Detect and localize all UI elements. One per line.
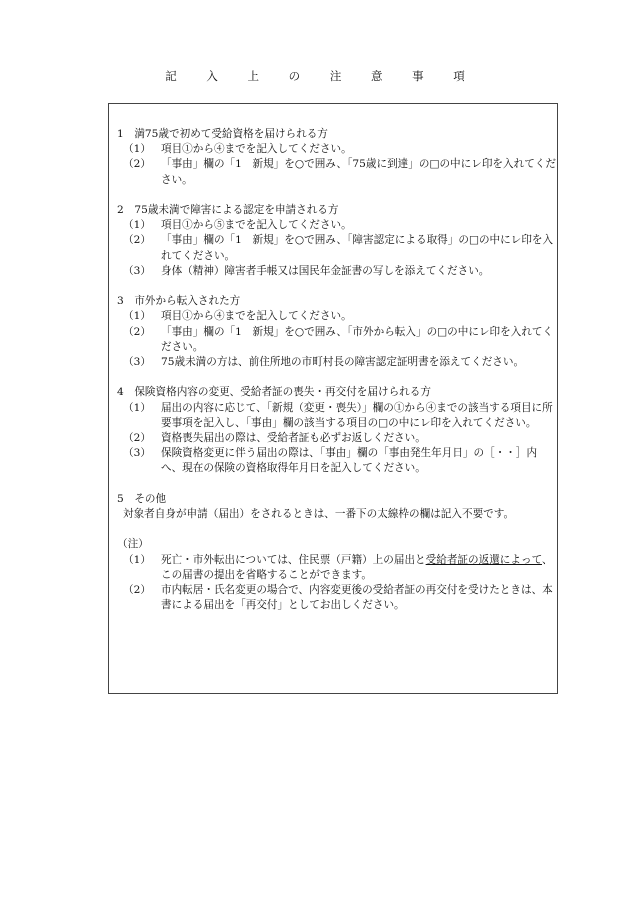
list-item bbox=[117, 264, 557, 279]
item-text: 保険資格変更に伴う届出の際は、「事由」欄の「事由発生年月日」の［・・］内へ、現在の保険の資格取得年月日を記入してください。 bbox=[161, 447, 538, 475]
list-item bbox=[117, 325, 557, 355]
item-text: 身体（精神）障害者手帳又は国民年金証書の写しを添えてください。 bbox=[161, 264, 490, 277]
list-item bbox=[117, 431, 557, 446]
list-item bbox=[117, 309, 557, 324]
item-number: （2） bbox=[123, 584, 151, 597]
item-text: 「事由」欄の「1 新規」を○で囲み、「市外から転入」の□の中にレ印を入れてください。 bbox=[161, 325, 554, 353]
section-heading-5: 5 その他 bbox=[117, 492, 167, 505]
item-text: 届出の内容に応じて、「新規（変更・喪失）」欄の①から④までの該当する項目に所要事項を記入し、「事由」欄の該当する項目の□の中にレ印を入れてください。 bbox=[161, 401, 553, 429]
notes-heading: （注） bbox=[117, 538, 149, 551]
item-text: 項目①から④までを記入してください。 bbox=[161, 143, 352, 156]
list-item bbox=[117, 401, 557, 431]
item-text: 市内転居・氏名変更の場合で、内容変更後の受給者証の再交付を受けたときは、本書による届出を「再交付」としてお出しください。 bbox=[161, 584, 553, 612]
item-number: （1） bbox=[123, 143, 151, 156]
item-number: （1） bbox=[123, 310, 151, 323]
list-item bbox=[117, 218, 557, 233]
item-number: （3） bbox=[123, 264, 151, 277]
item-number: （1） bbox=[123, 401, 151, 414]
section-heading-4: 4 保険資格内容の変更、受給者証の喪失・再交付を届けられる方 bbox=[117, 386, 431, 399]
item-number: （1） bbox=[123, 553, 151, 566]
list-item bbox=[117, 355, 557, 370]
list-item bbox=[117, 233, 557, 263]
item-number: （2） bbox=[123, 432, 151, 445]
item-text: 「事由」欄の「1 新規」を○で囲み、「75歳に到達」の□の中にレ印を入れてください。 bbox=[161, 158, 556, 186]
item-number: （1） bbox=[123, 219, 151, 232]
item-number: （3） bbox=[123, 356, 151, 369]
underlined-text: 受給者証の返還によって bbox=[425, 553, 542, 566]
item-number: （2） bbox=[123, 325, 151, 338]
item-text: 「事由」欄の「1 新規」を○で囲み、「障害認定による取得」の□の中にレ印を入れてください。 bbox=[161, 234, 554, 262]
section-heading-3: 3 市外から転入された方 bbox=[117, 295, 241, 308]
item-number: （2） bbox=[123, 158, 151, 171]
list-item bbox=[117, 583, 557, 613]
notes-content bbox=[117, 127, 557, 613]
section-heading-2: 2 75歳未満で障害による認定を申請される方 bbox=[117, 204, 339, 216]
item-number: （2） bbox=[123, 234, 151, 247]
list-item bbox=[117, 142, 557, 157]
list-item bbox=[117, 553, 557, 583]
section-heading-1: 1 満75歳で初めて受給資格を届けられる方 bbox=[117, 128, 328, 140]
item-text: 項目①から⑤までを記入してください。 bbox=[161, 219, 352, 232]
item-text: 資格喪失届出の際は、受給者証も必ずお返しください。 bbox=[161, 432, 426, 445]
page-title: 記 入 上 の 注 意 事 項 bbox=[165, 69, 478, 83]
list-item bbox=[117, 157, 557, 187]
list-item bbox=[117, 446, 557, 476]
item-text: 死亡・市外転出については、住民票（戸籍）上の届出と受給者証の返還によって、この届書の提出を省略することができます。 bbox=[161, 553, 553, 581]
item-text: 項目①から④までを記入してください。 bbox=[161, 310, 352, 323]
item-number: （3） bbox=[123, 447, 151, 460]
item-text: 75歳未満の方は、前住所地の市町村長の障害認定証明書を添えてください。 bbox=[161, 356, 525, 369]
section-body: 対象者自身が申請（届出）をされるときは、一番下の太線枠の欄は記入不要です。 bbox=[123, 508, 515, 521]
